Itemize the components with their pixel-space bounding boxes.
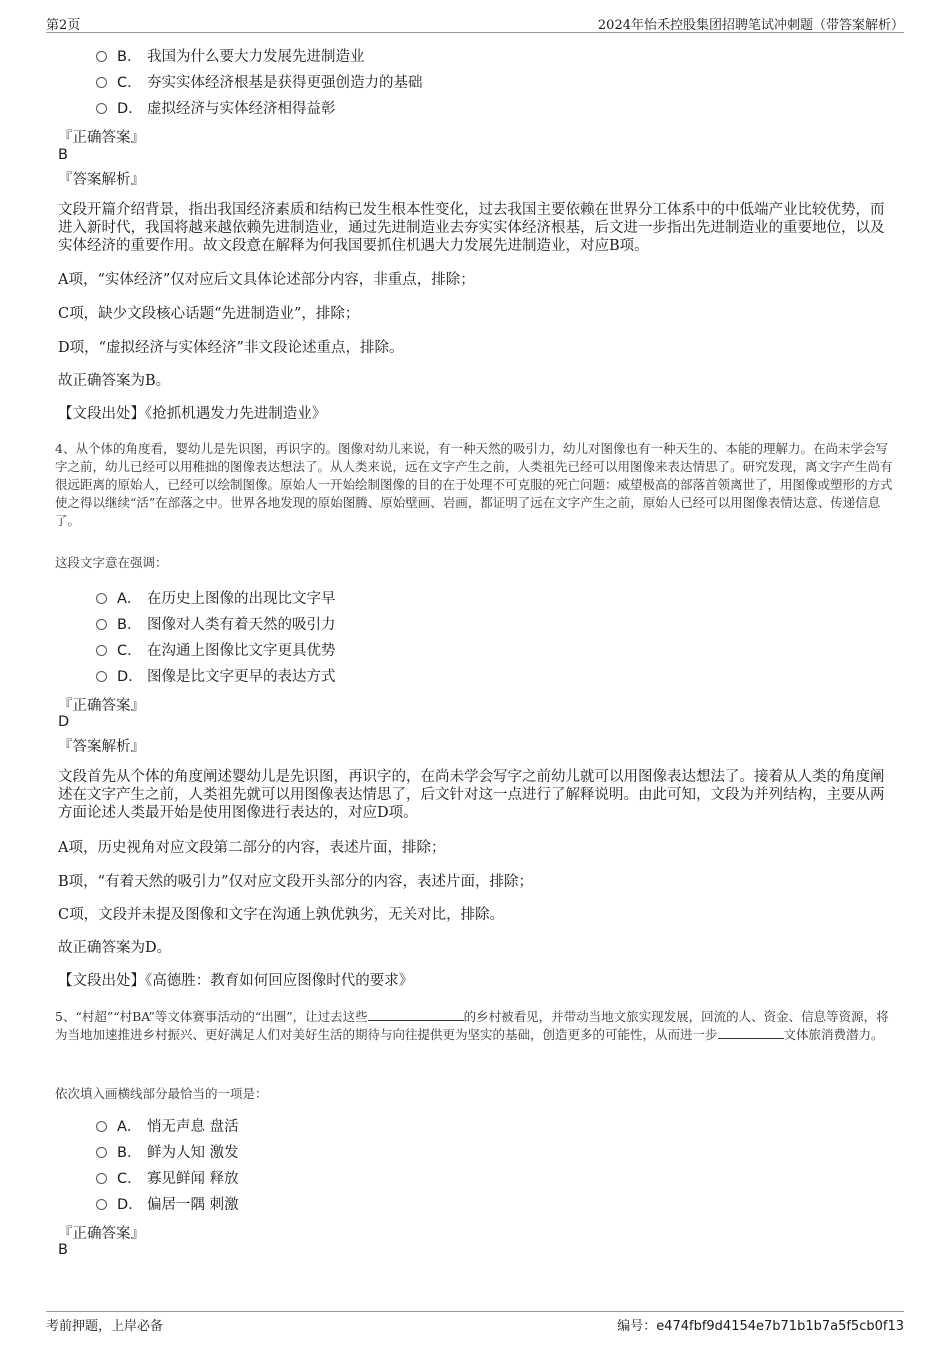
q3-option-b[interactable]: B. 我国为什么要大力发展先进制造业 — [96, 47, 365, 67]
q4-note-b: B项，“有着天然的吸引力”仅对应文段开头部分的内容，表述片面，排除； — [58, 874, 533, 890]
q3-answer: B — [58, 147, 68, 163]
radio-icon[interactable] — [96, 103, 107, 114]
q4-option-b[interactable]: B. 图像对人类有着天然的吸引力 — [96, 615, 336, 635]
radio-icon[interactable] — [96, 1121, 107, 1132]
q4-note-a: A项，历史视角对应文段第二部分的内容，表述片面，排除； — [58, 840, 446, 856]
q4-note-c: C项，文段并未提及图像和文字在沟通上孰优孰劣，无关对比，排除。 — [58, 907, 505, 923]
q3-analysis: 文段开篇介绍背景，指出我国经济素质和结构已发生根本性变化，过去我国主要依赖在世界分工体系中的中低端产业比较优势，而进入新时代，我国将越来越依赖先进制造业，通过先进制造业去夯实实体经济根基，后文进一步指出先进制造业的重要地位，以及实体经济的重要作用。故文段意在解释为何我国要抓住机遇大力发展先进制造业，对应B项。 — [58, 202, 885, 254]
q3-source: 【文段出处】《抢抓机遇发力先进制造业》 — [58, 406, 327, 422]
radio-icon[interactable] — [96, 1173, 107, 1184]
radio-icon[interactable] — [96, 77, 107, 88]
q3-note-d: D项，“虚拟经济与实体经济”非文段论述重点，排除。 — [58, 340, 404, 356]
radio-icon[interactable] — [96, 1199, 107, 1210]
q4-source: 【文段出处】《高德胜：教育如何回应图像时代的要求》 — [58, 973, 414, 989]
q5-stem: 5、“村超”“村BA”等文体赛事活动的“出圈”，让过去这些 的乡村被看见，并带动当地文旅实现发展，回流的人、资金、信息等资源，将为当地加速推进乡村振兴、更好满足人们对美好生活的期待与向往提供更为坚实的基础，创造更多的可能性，从而进一步 文体旅消费潜力。 — [55, 1009, 889, 1042]
q4-analysis-label: 『答案解析』 — [58, 739, 145, 755]
q4-conclusion: 故正确答案为D。 — [58, 940, 172, 956]
q5-option-d[interactable]: D. 偏居一隅 刺激 — [96, 1195, 239, 1215]
radio-icon[interactable] — [96, 671, 107, 682]
q4-analysis: 文段首先从个体的角度阐述婴幼儿是先识图，再识字的，在尚未学会写字之前幼儿就可以用图像表达想法了。接着从人类的角度阐述在文字产生之前，人类祖先就可以用图像表达情思了，后文针对这一点进行了解释说明。由此可知，文段为并列结构，主要从两方面论述人类最开始是使用图像进行表达的，对应D项。 — [58, 769, 885, 821]
blank-2 — [718, 1026, 784, 1039]
page-number: 第2页 — [46, 18, 81, 33]
q4-answer: D — [58, 714, 70, 730]
q4-stem: 4、从个体的角度看，婴幼儿是先识图，再识字的。图像对幼儿来说，有一种天然的吸引力，幼儿对图像也有一种天生的、本能的理解力。在尚未学会写字之前，幼儿已经可以用稚拙的图像表达想法了。从人类来说，远在文字产生之前，人类祖先已经可以用图像来表达情思了。研究发现，离文字产生尚有很远距离的原始人，已经可以绘制图像。原始人一开始绘制图像的目的在于处理不可克服的死亡问题：威望极高的部落首领离世了，用图像或塑形的方式使之得以继续“活”在部落之中。世界各地发现的原始图腾、原始壁画、岩画，都证明了远在文字产生之前，原始人已经可以用图像表情达意、传递信息了。 — [55, 441, 893, 528]
q4-answer-label: 『正确答案』 — [58, 698, 145, 714]
q4-option-a[interactable]: A． 在历史上图像的出现比文字早 — [96, 589, 336, 609]
page-footer — [46, 1311, 904, 1336]
page-header — [46, 12, 904, 33]
radio-icon[interactable] — [96, 619, 107, 630]
radio-icon[interactable] — [96, 593, 107, 604]
blank-1 — [368, 1008, 464, 1021]
radio-icon[interactable] — [96, 51, 107, 62]
q4-option-c[interactable]: C. 在沟通上图像比文字更具优势 — [96, 641, 336, 661]
q4-prompt: 这段文字意在强调： — [55, 555, 168, 570]
radio-icon[interactable] — [96, 645, 107, 656]
q5-option-a[interactable]: A． 悄无声息 盘活 — [96, 1117, 239, 1137]
q4-option-d[interactable]: D. 图像是比文字更早的表达方式 — [96, 667, 336, 687]
document-title: 2024年怡禾控股集团招聘笔试冲刺题（带答案解析） — [597, 18, 904, 33]
q5-answer-label: 『正确答案』 — [58, 1226, 145, 1242]
document-id: 编号：e474fbf9d4154e7b71b1b7a5f5cb0f13 — [617, 1319, 904, 1334]
q5-option-c[interactable]: C. 寡见鲜闻 释放 — [96, 1169, 239, 1189]
q5-option-b[interactable]: B. 鲜为人知 激发 — [96, 1143, 239, 1163]
q3-option-d[interactable]: D. 虚拟经济与实体经济相得益彰 — [96, 99, 336, 119]
footer-slogan: 考前押题，上岸必备 — [46, 1319, 164, 1334]
q3-note-c: C项，缺少文段核心话题“先进制造业”，排除； — [58, 306, 360, 322]
q3-answer-label: 『正确答案』 — [58, 130, 145, 146]
q5-prompt: 依次填入画横线部分最恰当的一项是： — [55, 1086, 268, 1101]
q3-analysis-label: 『答案解析』 — [58, 172, 145, 188]
q3-conclusion: 故正确答案为B。 — [58, 373, 171, 389]
q3-option-c[interactable]: C. 夯实实体经济根基是获得更强创造力的基础 — [96, 73, 423, 93]
radio-icon[interactable] — [96, 1147, 107, 1158]
q5-answer: B — [58, 1242, 68, 1258]
q3-note-a: A项，“实体经济”仅对应后文具体论述部分内容，非重点，排除； — [58, 272, 475, 288]
